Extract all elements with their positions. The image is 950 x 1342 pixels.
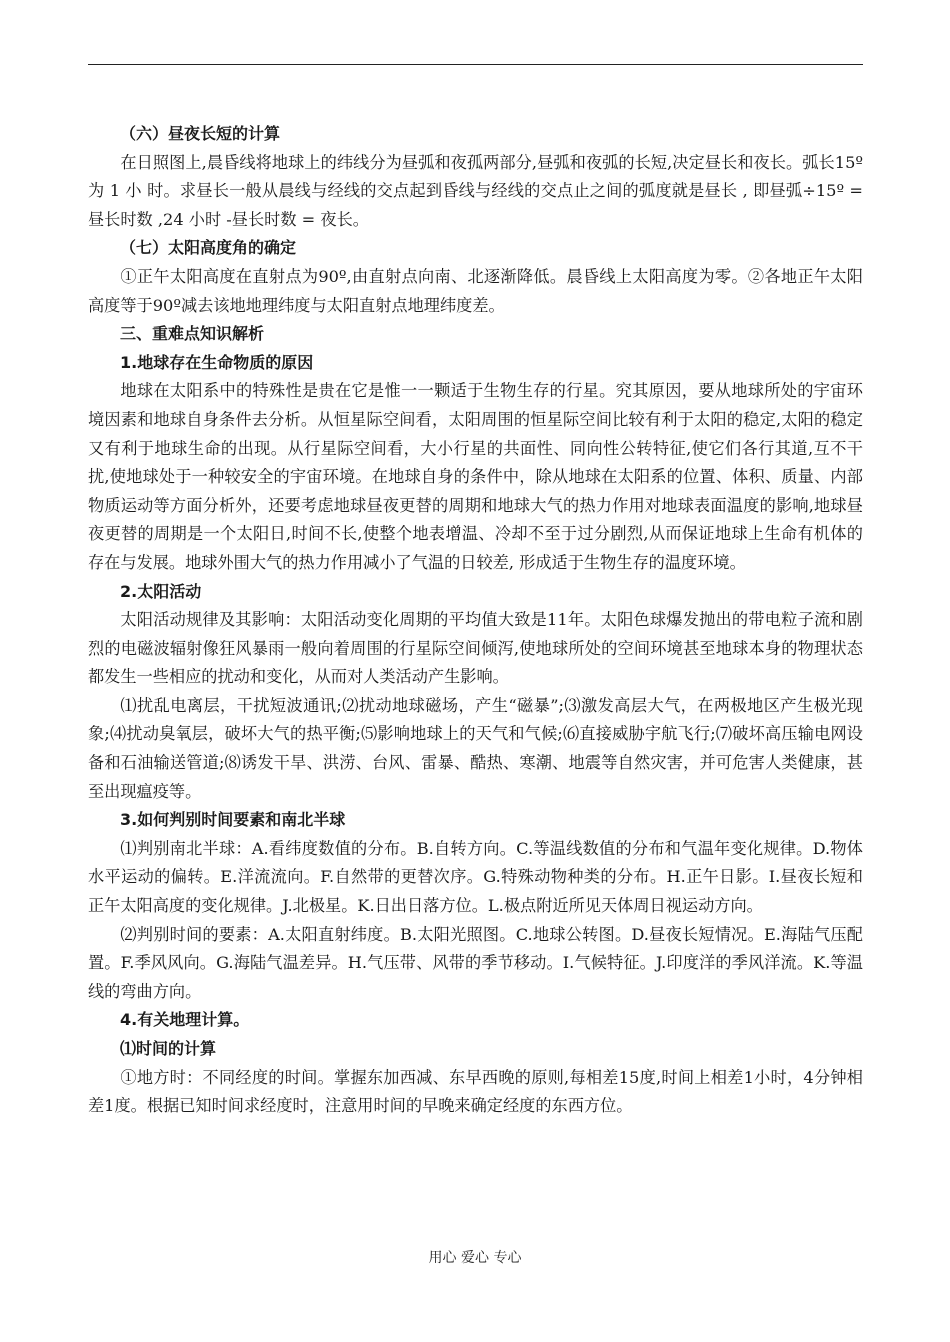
body-paragraph: ①正午太阳高度在直射点为90º,由直射点向南、北逐渐降低。晨昏线上太阳高度为零。②各地正午太阳高度等于90º减去该地地理纬度与太阳直射点地理纬度差。 xyxy=(88,266,863,315)
body-paragraph: 在日照图上,晨昏线将地球上的纬线分为昼弧和夜孤两部分,昼弧和夜弧的长短,决定昼长和夜长。弧长15º为 1 小 时。求昼长一般从晨线与经线的交点起到昏线与经线的交点止之间的弧度就是昼长 , 即昼弧÷15º = 昼长时数 ,24 小时 -昼长时数 = 夜长。 xyxy=(88,152,863,229)
section-heading: 三、重难点知识解析 xyxy=(120,324,265,344)
section-heading: 2.太阳活动 xyxy=(120,581,202,601)
page-footer: 用心 爱心 专心 xyxy=(428,1250,522,1266)
body-paragraph: ⑵判别时间的要素：A.太阳直射纬度。B.太阳光照图。C.地球公转图。D.昼夜长短情况。E.海陆气压配置。F.季风风向。G.海陆气温差异。H.气压带、风带的季节移动。I.气候特征。J.印度洋的季风洋流。K.等温线的弯曲方向。 xyxy=(88,924,863,1001)
section-heading: 3.如何判别时间要素和南北半球 xyxy=(120,810,346,830)
body-paragraph: ⑴判别南北半球：A.看纬度数值的分布。B.自转方向。C.等温线数值的分布和气温年变化规律。D.物体水平运动的偏转。E.洋流流向。F.自然带的更替次序。G.特殊动物种类的分布。H.正午日影。I.昼夜长短和正午太阳高度的变化规律。J.北极星。K.日出日落方位。L.极点附近所见天体周日视运动方向。 xyxy=(88,838,863,916)
body-paragraph: ⑴扰乱电离层，干扰短波通讯;⑵扰动地球磁场，产生“磁暴”;⑶激发高层大气，在两极地区产生极光现象;⑷扰动臭氧层，破坏大气的热平衡;⑸影响地球上的天气和气候;⑹直接威胁宇航飞行;⑺破坏高压输电网设备和石油输送管道;⑻诱发干旱、洪涝、台风、雷暴、酷热、寒潮、地震等自然灾害，并可危害人类健康，甚至出现瘟疫等。 xyxy=(88,695,863,801)
header-rule xyxy=(88,64,863,65)
section-heading: 4.有关地理计算。 xyxy=(120,1010,250,1030)
section-heading: （六）昼夜长短的计算 xyxy=(120,124,281,143)
body-paragraph: 地球在太阳系中的特殊性是贵在它是惟一一颗适于生物生存的行星。究其原因，要从地球所处的宇宙环境因素和地球自身条件去分析。从恒星际空间看，太阳周围的恒星际空间比较有利于太阳的稳定,太阳的稳定又有利于地球生命的出现。从行星际空间看，大小行星的共面性、同向性公转特征,使它们各行其道,互不干扰,使地球处于一种较安全的宇宙环境。在地球自身的条件中，除从地球在太阳系的位置、体积、质量、内部物质运动等方面分析外，还要考虑地球昼夜更替的周期和地球大气的热力作用对地球表面温度的影响,地球昼夜更替的周期是一个太阳日,时间不长,使整个地表增温、冷却不至于过分剧烈,从而保证地球上生命有机体的存在与发展。地球外围大气的热力作用减小了气温的日较差, 形成适于生物生存的温度环境。 xyxy=(88,381,863,572)
section-heading: ⑴时间的计算 xyxy=(120,1039,217,1058)
body-paragraph: ①地方时：不同经度的时间。掌握东加西减、东早西晚的原则,每相差15度,时间上相差1小时，4分钟相差1度。根据已知时间求经度时，注意用时间的早晚来确定经度的东西方位。 xyxy=(88,1067,863,1116)
document-body xyxy=(88,120,863,1121)
section-heading: （七）太阳高度角的确定 xyxy=(120,238,297,258)
body-paragraph: 太阳活动规律及其影响：太阳活动变化周期的平均值大致是11年。太阳色球爆发抛出的带电粒子流和剧烈的电磁波辐射像狂风暴雨一般向着周围的行星际空间倾泻,使地球所处的空间环境甚至地球本身的物理状态都发生一些相应的扰动和变化，从而对人类活动产生影响。 xyxy=(88,610,863,687)
section-heading: 1.地球存在生命物质的原因 xyxy=(120,352,314,372)
